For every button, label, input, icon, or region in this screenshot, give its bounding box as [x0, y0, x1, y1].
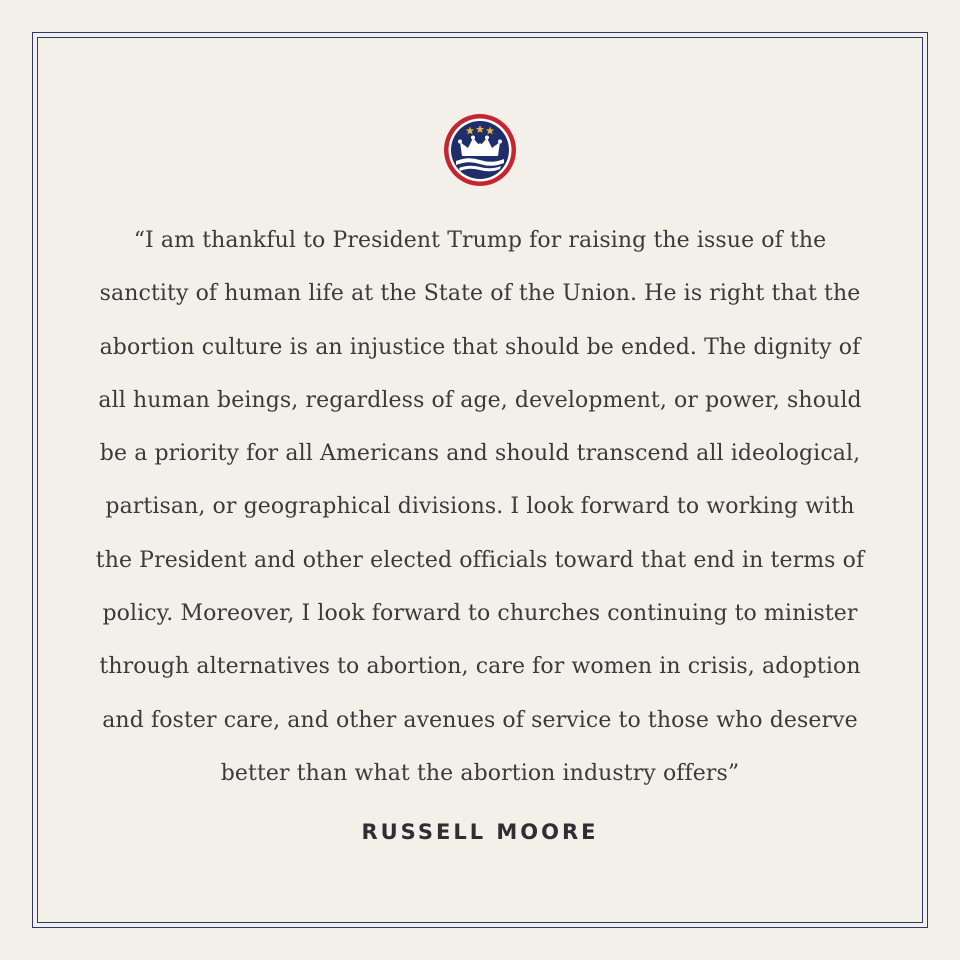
- quote-line: “I am thankful to President Trump for raising the issue of the: [133, 228, 827, 253]
- quote-line: through alternatives to abortion, care for women in crisis, adoption: [99, 654, 861, 680]
- quote-text: [70, 214, 890, 800]
- quote-line: sanctity of human life at the State of the Union. He is right that the: [99, 281, 861, 307]
- quote-line: abortion culture is an injustice that should be ended. The dignity of: [99, 334, 861, 360]
- quote-line: policy. Moreover, I look forward to churches continuing to minister: [102, 601, 858, 627]
- quote-line: and foster care, and other avenues of service to those who deserve: [102, 707, 858, 733]
- quote-line: partisan, or geographical divisions. I look forward to working with: [105, 494, 855, 520]
- quote-line: all human beings, regardless of age, development, or power, should: [98, 387, 862, 413]
- crown-emblem-icon: [443, 113, 517, 187]
- quote-line: better than what the abortion industry offers”: [220, 760, 740, 786]
- quote-line: be a priority for all Americans and should transcend all ideological,: [99, 441, 861, 467]
- quote-line: the President and other elected officials toward that end in terms of: [95, 547, 865, 573]
- author-name: RUSSELL MOORE: [361, 820, 599, 844]
